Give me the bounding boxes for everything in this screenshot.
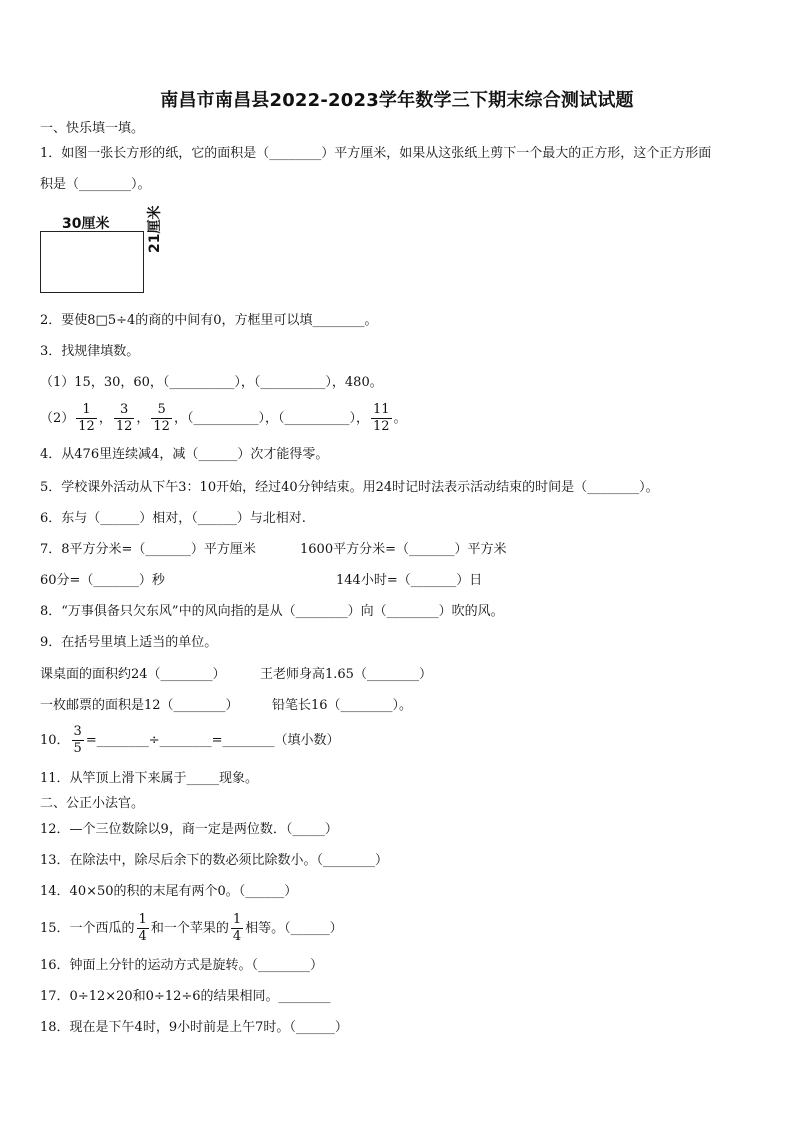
q15-part-b: 和一个苹果的	[150, 921, 229, 936]
question-13: 13．在除法中，除尽后余下的数必须比除数小。（________）	[40, 853, 389, 868]
question-1-line-2: 积是（________）。	[40, 177, 151, 192]
section-heading-2: 二、公正小法官。	[40, 796, 145, 811]
question-3-part-1: （1）15，30，60，（__________），（__________），480。	[40, 375, 383, 390]
question-9-c: 一枚邮票的面积是12（________）	[40, 698, 239, 713]
figure-length-label: 30厘米	[62, 216, 110, 232]
question-2: 2．要使8□5÷4的商的中间有0，方框里可以填________。	[40, 313, 378, 328]
question-7-c: 60分=（_______）秒	[40, 573, 165, 588]
q3-2-prefix: （2）	[40, 411, 75, 426]
question-7-a: 7．8平方分米=（_______）平方厘米	[40, 542, 256, 557]
question-9: 9．在括号里填上适当的单位。	[40, 635, 218, 650]
q15-part-a: 15．一个西瓜的	[40, 921, 135, 936]
question-17: 17．0÷12×20和0÷12÷6的结果相同。________	[40, 989, 331, 1004]
fraction: $\frac{1}{12}$	[78, 402, 95, 434]
section-heading-1: 一、快乐填一填。	[40, 121, 145, 136]
q10-prefix: 10．	[40, 733, 70, 748]
question-8: 8．“万事俱备只欠东风”中的风向指的是从（________）向（________）吹的风。	[40, 604, 504, 619]
fraction: $\frac{1}{4}$	[138, 912, 147, 944]
question-3: 3．找规律填数。	[40, 344, 140, 359]
question-14: 14．40×50的积的末尾有两个0。（______）	[40, 884, 298, 899]
fraction: $\frac{11}{12}$	[372, 402, 390, 434]
question-18: 18．现在是下午4时，9小时前是上午7时。（______）	[40, 1020, 348, 1035]
question-9-d: 铅笔长16（________）。	[272, 698, 413, 713]
rectangle-shape	[40, 231, 144, 293]
figure-width-label: 21厘米	[147, 205, 163, 253]
fraction: $\frac{3}{12}$	[115, 402, 133, 434]
page-title: 南昌市南昌县2022-2023学年数学三下期末综合测试试题	[160, 90, 634, 111]
question-7-b: 1600平方分米=（_______）平方米	[300, 542, 507, 557]
rectangle-figure	[40, 205, 165, 295]
fraction: $\frac{1}{4}$	[232, 912, 242, 944]
question-7-d: 144小时=（_______）日	[336, 573, 483, 588]
question-16: 16．钟面上分针的运动方式是旋转。（________）	[40, 958, 324, 973]
question-12: 12．—个三位数除以9，商一定是两位数．（_____）	[40, 822, 338, 837]
question-6: 6．东与（______）相对，（______）与北相对.	[40, 511, 306, 526]
fraction: $\frac{3}{5}$	[73, 724, 82, 756]
q3-2-end: 。	[393, 411, 407, 426]
fraction: $\frac{5}{12}$	[153, 402, 170, 434]
q3-2-blanks: ，（__________），（__________），	[173, 411, 369, 426]
question-10	[40, 722, 340, 760]
question-3-part-2: （2） $\frac{1}{12}$ ， $\frac{3}{12}$ ， $\frac{5}{12}$ ，（__________），（__________）， $\frac{11}{12}$ 。	[40, 402, 407, 434]
question-5: 5．学校课外活动从下午3：10开始，经过40分钟结束。用24时记时法表示活动结束的时间是（________）。	[40, 480, 659, 495]
question-1-line-1: 1．如图一张长方形的纸，它的面积是（________）平方厘米，如果从这张纸上剪下一个最大的正方形，这个正方形面	[40, 146, 712, 161]
question-15	[40, 910, 343, 948]
question-4: 4．从476里连续减4，减（______）次才能得零。	[40, 447, 329, 462]
question-11: 11．从竿顶上滑下来属于_____现象。	[40, 771, 259, 786]
question-9-b: 王老师身高1.65（________）	[260, 667, 432, 682]
q10-rest: =________÷________=________（填小数）	[85, 733, 340, 748]
question-9-a: 课桌面的面积约24（________）	[40, 667, 226, 682]
q15-part-c: 相等。（______）	[245, 921, 343, 936]
